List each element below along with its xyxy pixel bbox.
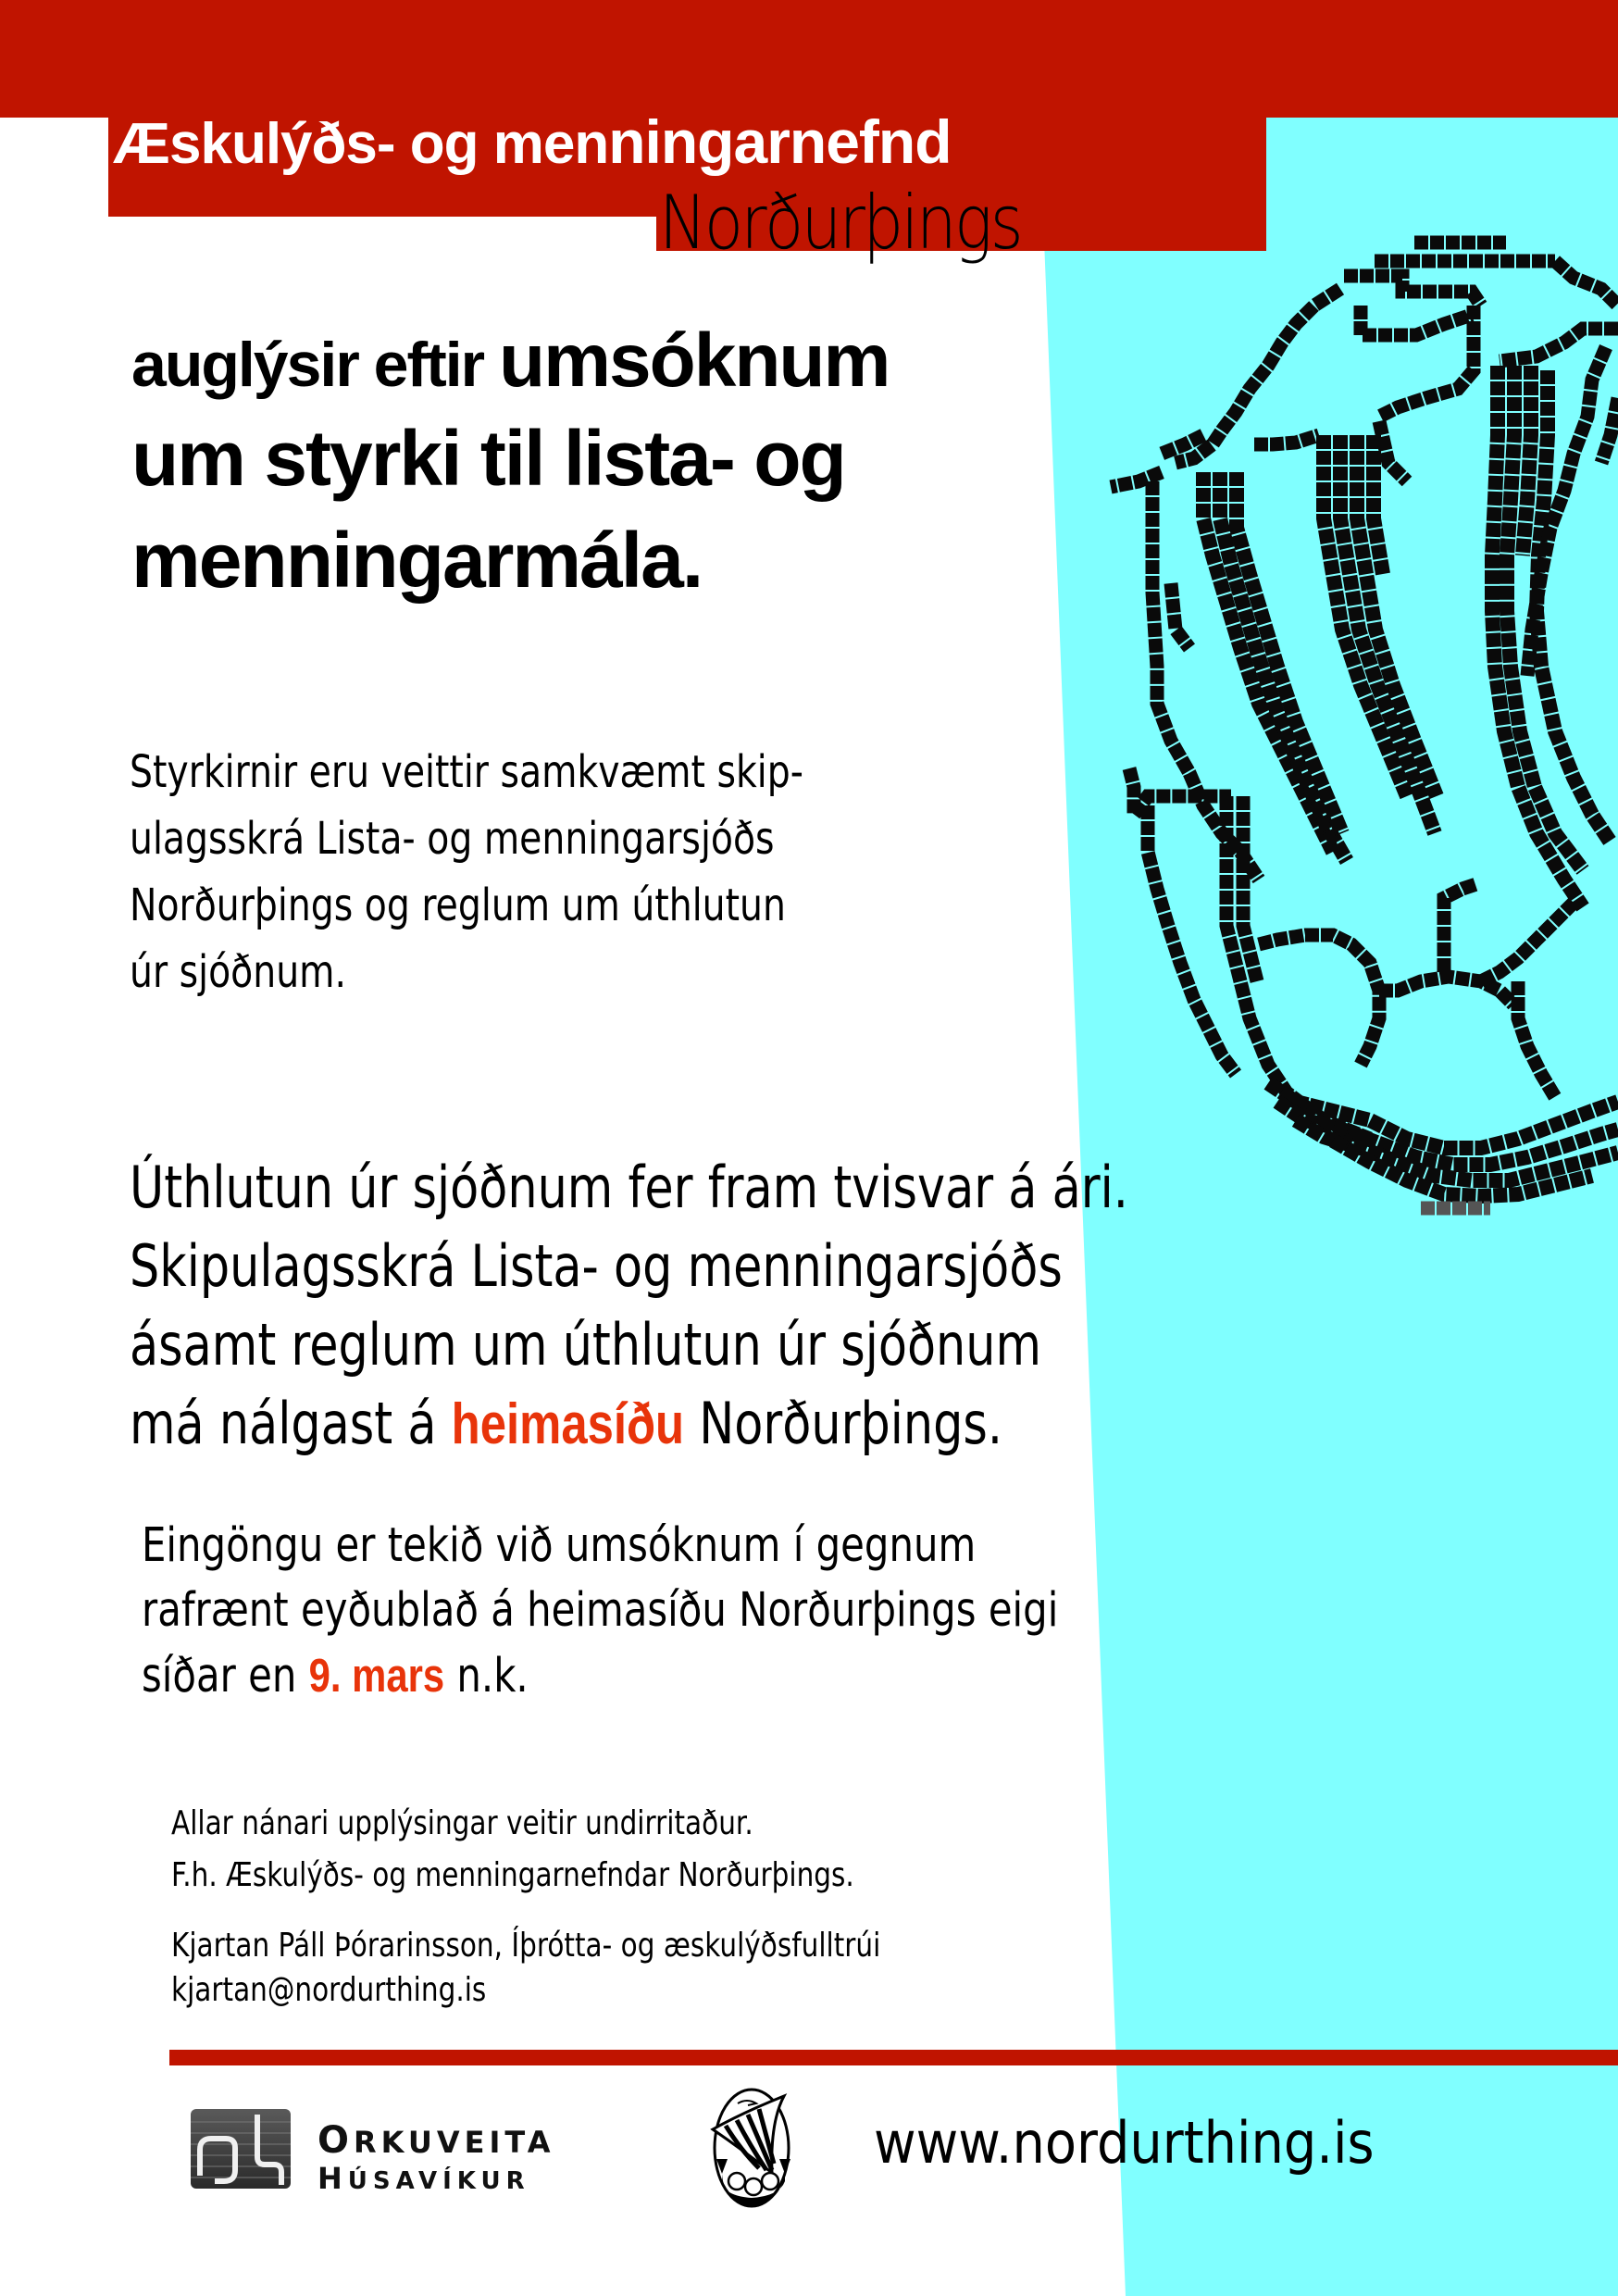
paragraph-grants-basis: [130, 739, 803, 1005]
contact-name: Kjartan Páll Þórarinsson, Íþrótta- og æskulýðsfulltrúi: [171, 1927, 881, 1965]
homepage-link[interactable]: heimasíðu: [451, 1392, 685, 1456]
headline-emphasis: umsóknum: [499, 318, 890, 403]
oh-logo-icon: [191, 2109, 291, 2189]
deadline-date: 9. mars: [308, 1649, 445, 1702]
text-span: síðar en: [142, 1649, 309, 1703]
paragraph-line: ulagsskrá Lista- og menningarsjóðs: [130, 813, 775, 865]
paragraph-line: rafrænt eyðublað á heimasíðu Norðurþings eigi: [142, 1583, 1059, 1638]
contact-info-line: Allar nánari upplýsingar veitir undirritaður.: [171, 1804, 753, 1842]
title-part-2: ningarnefnd: [608, 107, 952, 176]
cyan-panel-top: [1266, 118, 1618, 219]
sponsor-name: [317, 2120, 555, 2163]
paragraph-line: Úthlutun úr sjóðnum fer fram tvisvar á ári.: [130, 1154, 1128, 1221]
paragraph-deadline: [142, 1514, 1058, 1709]
paragraph-allocation: [130, 1148, 1128, 1464]
committee-title: [113, 109, 952, 177]
viking-ship-emblem-icon: [705, 2085, 794, 2209]
text-span: RKUVEITA: [354, 2125, 555, 2160]
paragraph-line: Styrkirnir eru veittir samkvæmt skip-: [130, 746, 803, 798]
text-span: má nálgast á: [130, 1390, 452, 1457]
text-span: O: [317, 2119, 355, 2162]
paragraph-line: Eingöngu er tekið við umsóknum í gegnum: [142, 1518, 977, 1573]
headline-line-3: menningarmála.: [131, 517, 703, 604]
text-span: n.k.: [444, 1649, 529, 1703]
contact-on-behalf: F.h. Æskulýðs- og menningarnefndar Norðurþings.: [171, 1856, 854, 1894]
paragraph-line: [142, 1643, 1058, 1709]
footer-red-rule: [169, 2050, 1618, 2065]
contact-email[interactable]: kjartan@nordurthing.is: [171, 1971, 487, 2009]
paragraph-line: Norðurþings og reglum um úthlutun: [130, 880, 786, 931]
text-span: H: [317, 2161, 348, 2196]
text-span: Norðurþings.: [684, 1390, 1003, 1457]
top-red-band: [0, 0, 1618, 118]
paragraph-line: úr sjóðnum.: [130, 946, 346, 998]
paragraph-line: [130, 1384, 1128, 1464]
headline-small: auglýsir eftir: [131, 330, 500, 400]
headline-line-2: um styrki til lista- og: [131, 415, 845, 502]
sponsor-subtitle: [317, 2161, 530, 2196]
title-part-1: Æskulýðs- og men: [113, 112, 609, 176]
headline-line-1: [131, 319, 889, 406]
paragraph-line: Skipulagsskrá Lista- og menningarsjóðs: [130, 1232, 1063, 1300]
municipality-title: Norðurþings: [659, 180, 1021, 266]
website-url[interactable]: www.nordurthing.is: [874, 2109, 1375, 2177]
paragraph-line: ásamt reglum um úthlutun úr sjóðnum: [130, 1311, 1042, 1379]
text-span: ÚSAVÍKUR: [347, 2167, 530, 2195]
